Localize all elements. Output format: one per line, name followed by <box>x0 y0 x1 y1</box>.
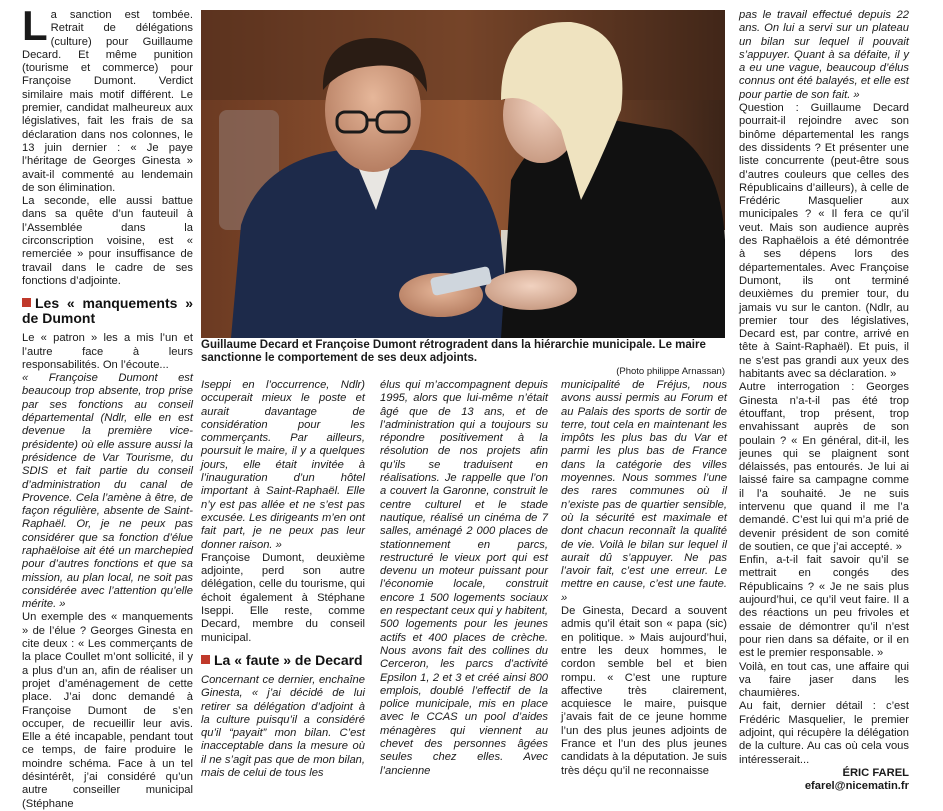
paragraph: Un exemple des « manquements » de l’élue ? Georges Ginesta en cite deux : « Les commerçants de la place Coullet m’ont sollicité, il y a plus d’un an, afin de réaliser un projet d’aménagement de cette place. J’ai donc demandé à Françoise Dumont de s’en occuper, de recueillir leur avis. Elle a été incapable, pendant tout ce temps, de faire produire le moindre schéma. Face à un tel désintérêt, j’ai considéré qu’un autre conseiller municipal (Stéphane <box>22 611 193 810</box>
author-email: efarel@nicematin.fr <box>804 780 909 793</box>
square-bullet-icon <box>201 655 210 664</box>
paragraph: De Ginesta, Decard a souvent admis qu’il était son « papa (sic) en politique. » Mais aujourd’hui, entre les deux hommes, le cordon semble bel et bien rompu. « C’est une rupture affective très clairement, acquiesce le maire, puisque j’avais fait de ce jeune homme l’un des plus jeunes adjoints de France et l’un des plus jeunes candidats à la députation. Je suis très déçu qu’il ne reconnaisse <box>561 605 727 777</box>
subheading-dumont: Les « manquements » de Dumont <box>22 295 193 327</box>
article-column-3 <box>380 379 548 777</box>
article-column-4 <box>561 379 727 777</box>
paragraph: Voilà, en tout cas, une affaire qui va faire jaser dans les chaumières. <box>739 660 909 700</box>
paragraph: La seconde, elle aussi battue dans sa quête d’un fauteuil à l’Assemblée dans la circonscription voisine, est « remerciée » pour insuffisance de travail dans le cadre de ses fonctions d’adjointe. <box>22 195 193 287</box>
paragraph: Autre interrogation : Georges Ginesta n’a-t-il pas été trop étouffant, trop présent, trop envahissant auprès de son poulain ? « En général, dit-il, les jeunes qui se plaignent sont délaissés, pas entourés. Je lui ai laissé faire sa campagne comme il l’a souhaité. Je ne suis intervenu que quand il me l’a demandé. C’est lui qui m’a prié de devenir président de son comité de soutien, ce que j’ai accepté. » <box>739 381 909 553</box>
paragraph: municipalité de Fréjus, nous avons aussi permis au Forum et au Palais des sports de sortir de terre, tout cela en maintenant les impôts les plus bas du Var et parmi les plus bas de France dans la catégorie des villes moyennes. Nous sommes l’une des rares communes où il n’existe pas de quartier sensible, où la sécurité est maximale et dont chacun reconnaît la qualité de vie. Voilà le bilan sur lequel il aurait dû s’appuyer. Ne pas l’avoir fait, c’est une erreur. Le mettre en cause, c’est une faute. » <box>561 379 727 604</box>
article-column-5 <box>739 9 909 793</box>
paragraph: Concernant ce dernier, enchaîne Ginesta, « j’ai décidé de lui retirer sa délégation d’adjoint à la culture puisqu’il a considéré qu’il “payait” mon bilan. C’est inacceptable dans la mesure où il ne s’agit pas que de mon bilan, mais de celui de tous les <box>201 673 365 780</box>
paragraph: Question : Guillaume Decard pourrait-il rejoindre avec son binôme départemental les rangs des dissidents ? Et présenter une liste concurrente (peut-être sous d’autres couleurs que celles des Républicains d’ailleurs), à celle de Frédéric Masquelier aux municipales ? « Il fera ce qu’il veut. Mais son audience auprès des Raphaëlois a été démontrée à ses dépens lors des départementales. Avec Françoise Dumont, ils ont terminé deuxièmes du premier tour, du jamais vu sur le canton. (Ndlr, au premier tour des législatives, Decard est, par contre, arrivé en tête à Saint-Raphaël). Et puis, il ne s’est pas grandi aux yeux des habitants avec sa déclaration. » <box>739 102 909 381</box>
author-signature: ÉRIC FAREL <box>842 766 909 779</box>
paragraph: Françoise Dumont, deuxième adjointe, perd son autre délégation, celle du tourisme, qui échoit également à Stéphane Iseppi. Elle reste, comme Decard, membre du conseil municipal. <box>201 551 365 644</box>
paragraph: a sanction est tombée. Retrait de délégations (culture) pour Guillaume Decard. Et même punition (tourisme et commerce) pour Françoise Dumont. Verdict similaire mais motif différent. Le premier, candidat malheureux aux législatives, fait les frais de sa déclaration dans nos colonnes, le 13 juin dernier : « Je paye l’héritage de Georges Ginesta » avait-il commenté au lendemain de son élimination. <box>22 9 193 194</box>
article-column-1 <box>22 2 193 810</box>
article-column-2 <box>201 379 365 780</box>
subheading-decard: La « faute » de Decard <box>201 653 365 668</box>
photo-credit: (Photo philippe Arnassan) <box>616 366 725 377</box>
photo-illustration <box>201 10 725 338</box>
paragraph: Au fait, dernier détail : c’est Frédéric Masquelier, le premier adjoint, qui récupère la délégation de la culture. Au cas où cela vous intéresserait... <box>739 700 909 766</box>
paragraph: « Françoise Dumont est beaucoup trop absente, trop prise par ses fonctions au conseil départemental (Ndlr, elle en est devenue la première vice-présidente) où elle assure aussi la présidence de Var Tourisme, du SDIS et fait partie du conseil d’administration du canal de Provence. Cela l’amène à être, de façon régulière, absente de Saint-Raphaël. Or, je ne peux pas considérer que sa fonction d’élue raphaëloise ait été un marchepied pour d’autres fonctions et que sa mission, au plan local, ne soit pas considérée avec l’attention qu’elle mérite. » <box>22 372 193 611</box>
paragraph: Le « patron » les a mis l’un et l’autre face à leurs responsabilités. On l’écoute... <box>22 332 193 371</box>
paragraph: Iseppi en l’occurrence, Ndlr) occuperait mieux le poste et aurait davantage de considération pour les commerçants. Par ailleurs, poursuit le maire, il y a quelques jours, elle était invitée à l’inauguration d’un hôtel important à Saint-Raphaël. Elle n’y est pas allée et ne s’est pas excusée. Les dirigeants m’en ont fait part, je ne peux pas leur donner raison. » <box>201 379 365 551</box>
photo-caption: Guillaume Decard et Françoise Dumont rétrogradent dans la hiérarchie municipale. Le maire sanctionne le comportement de ses deux adjoints. (Photo philippe Arnassan) <box>201 339 725 377</box>
article-photo <box>201 10 725 338</box>
drop-cap: L <box>22 2 48 49</box>
square-bullet-icon <box>22 298 31 307</box>
paragraph: élus qui m’accompagnent depuis 1995, alors que lui-même n’était âgé que de 13 ans, et de l’administration qui a toujours su répondre positivement à la résolution de nos projets afin qu’ils se traduisent en réalisations. Je rappelle que l’on a couvert la Garonne, construit le centre culturel et le stade nautique, réalisé un cinéma de 7 salles, aménagé 2 000 places de stationnement en parcs, restructuré le vieux port qui est devenu un moteur puissant pour l’économie locale, construit encore 1 500 logements sociaux en respectant ceux qui y habitent, 500 logements pour les jeunes actifs et 400 places de crèche. Nous avons fait des collines du Cerceron, les parcs d’activité Epsilon 1, 2 et 3 et créé ainsi 800 emplois, doublé l’effectif de la police municipale, mis en place avec le CCAS un pool d’aides ménagères qui viennent au chevet des personnes âgées seules chez elles. Avec l’ancienne <box>380 379 548 777</box>
paragraph: Enfin, a-t-il fait savoir qu’il se mettrait en congés des Républicains ? « Je ne sais plus aujourd’hui, ce qu’il veut faire. Il a des réactions un peu frivoles et essaie de démontrer qu’il n’est pour rien dans sa défaite, or il en est le premier responsable. » <box>739 554 909 660</box>
paragraph: pas le travail effectué depuis 22 ans. On lui a servi sur un plateau un bilan sur lequel il pouvait s’appuyer. Quant à sa défaite, il y a eu une vague, beaucoup d’élus connus ont été balayés, et elle est pour partie de son fait. » <box>739 9 909 101</box>
